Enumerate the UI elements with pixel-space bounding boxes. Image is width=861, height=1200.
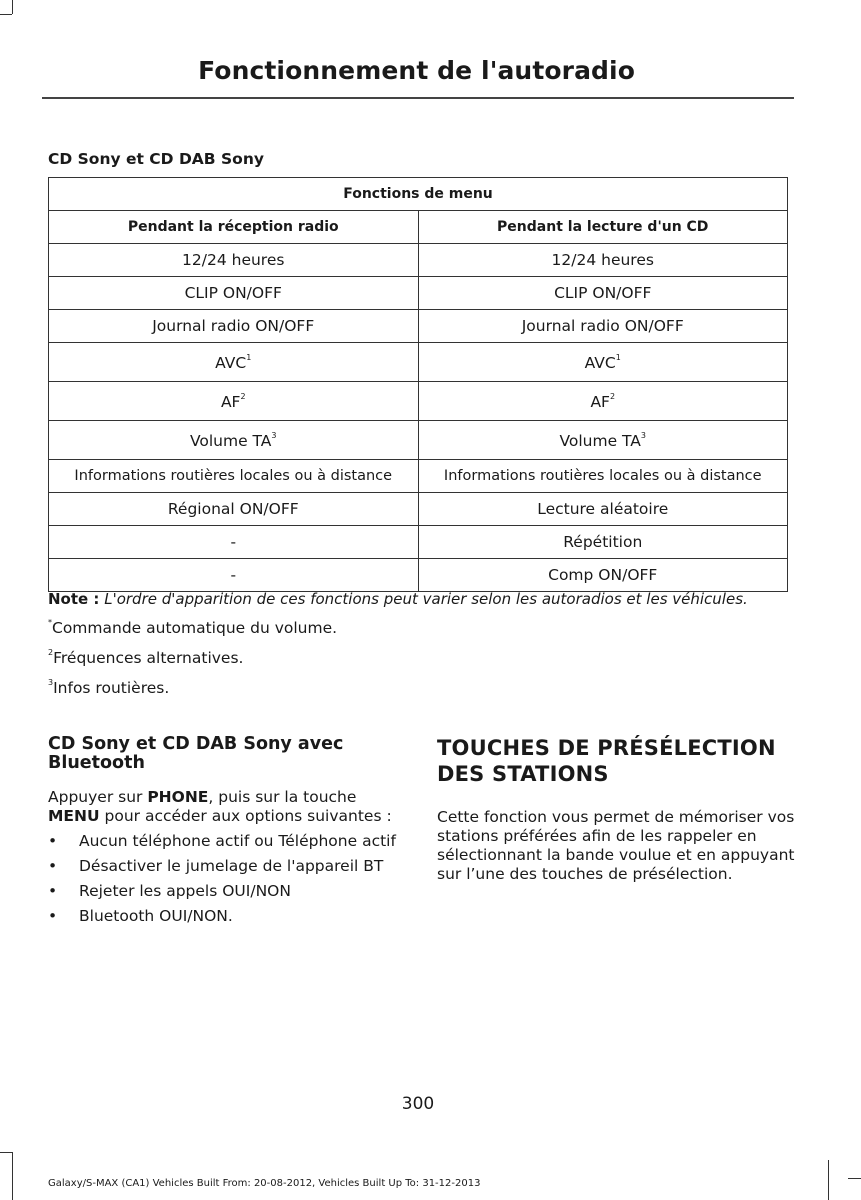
- table-cell: Régional ON/OFF: [49, 493, 419, 526]
- crop-mark: [848, 1178, 861, 1179]
- bullet-icon: •: [48, 907, 58, 925]
- page-number: 300: [401, 1094, 435, 1114]
- table-cell: Informations routières locales ou à distance: [418, 460, 788, 493]
- column-header-radio: Pendant la réception radio: [49, 211, 419, 244]
- note-text: L'ordre d'apparition de ces fonctions peut varier selon les autoradios et les véhicules.: [104, 590, 748, 608]
- table-cell: Journal radio ON/OFF: [49, 310, 419, 343]
- table-row: [49, 421, 788, 460]
- presets-body: Cette fonction vous permet de mémoriser vos stations préférées afin de les rappeler en sélectionnant la bande voulue et en appuyant sur l’une des touches de présélection.: [437, 808, 795, 883]
- page-footer: Galaxy/S-MAX (CA1) Vehicles Built From: 20-08-2012, Vehicles Built Up To: 31-12-2013: [48, 1178, 481, 1189]
- crop-mark: [0, 1152, 12, 1153]
- table-note: [48, 590, 748, 608]
- column-header-cd: Pendant la lecture d'un CD: [418, 211, 788, 244]
- section-heading-sony-cd: CD Sony et CD DAB Sony: [48, 150, 264, 168]
- table-cell: CLIP ON/OFF: [49, 277, 419, 310]
- table-cell: AVC$^1$: [418, 343, 788, 382]
- table-cell: Volume $TA^3$: [49, 421, 419, 460]
- list-item: • Rejeter les appels OUI/NON: [48, 882, 291, 900]
- table-cell: Répétition: [418, 526, 788, 559]
- table-row: [49, 310, 788, 343]
- table-cell: Lecture aléatoire: [418, 493, 788, 526]
- footnote: $^2$Fréquences alternatives.: [48, 648, 244, 667]
- menu-key-label: MENU: [48, 807, 100, 825]
- table-cell: Informations routières locales ou à distance: [49, 460, 419, 493]
- table-cell: -: [49, 559, 419, 592]
- table-cell: CLIP ON/OFF: [418, 277, 788, 310]
- table-cell: 12/24 heures: [418, 244, 788, 277]
- table-cell: AVC$^1$: [49, 343, 419, 382]
- table-cell: 12/24 heures: [49, 244, 419, 277]
- table-cell: $AF^2$: [418, 382, 788, 421]
- title-divider: [42, 97, 794, 99]
- bluetooth-intro: Appuyer sur PHONE, puis sur la touche MENU pour accéder aux options suivantes :: [48, 788, 392, 825]
- crop-mark: [12, 1152, 13, 1200]
- table-caption: Fonctions de menu: [49, 178, 788, 211]
- crop-mark: [12, 0, 13, 14]
- bullet-icon: •: [48, 857, 58, 875]
- page-title: Fonctionnement de l'autoradio: [198, 56, 635, 85]
- list-item: • Désactiver le jumelage de l'appareil BT: [48, 857, 384, 875]
- crop-mark: [0, 14, 12, 15]
- table-row: [49, 493, 788, 526]
- footnote: *Commande automatique du volume.: [48, 618, 338, 637]
- table-row: [49, 244, 788, 277]
- table-cell: Comp ON/OFF: [418, 559, 788, 592]
- bluetooth-options-list: [48, 832, 408, 926]
- bullet-icon: •: [48, 832, 58, 850]
- table-row: [49, 382, 788, 421]
- table-cell: Volume $TA^3$: [418, 421, 788, 460]
- note-label: Note :: [48, 590, 100, 608]
- list-item: • Bluetooth OUI/NON.: [48, 907, 233, 925]
- table-row: [49, 526, 788, 559]
- table-row: [49, 277, 788, 310]
- table-row: [49, 343, 788, 382]
- table-cell: -: [49, 526, 419, 559]
- presets-section: [437, 735, 797, 890]
- table-row: [49, 559, 788, 592]
- section-heading-presets: TOUCHES DE PRÉSÉLECTION DES STATIONS: [437, 736, 776, 786]
- list-item: • Aucun téléphone actif ou Téléphone actif: [48, 832, 396, 850]
- table-cell: $AF^2$: [49, 382, 419, 421]
- bullet-icon: •: [48, 882, 58, 900]
- footnote: $^3$Infos routières.: [48, 678, 170, 697]
- bluetooth-section: [48, 735, 408, 932]
- menu-functions-table: [48, 177, 788, 592]
- section-heading-bluetooth: CD Sony et CD DAB Sony avec Bluetooth: [48, 734, 344, 773]
- table-row: [49, 460, 788, 493]
- table-cell: Journal radio ON/OFF: [418, 310, 788, 343]
- crop-mark: [828, 1160, 829, 1200]
- phone-key-label: PHONE: [147, 788, 209, 806]
